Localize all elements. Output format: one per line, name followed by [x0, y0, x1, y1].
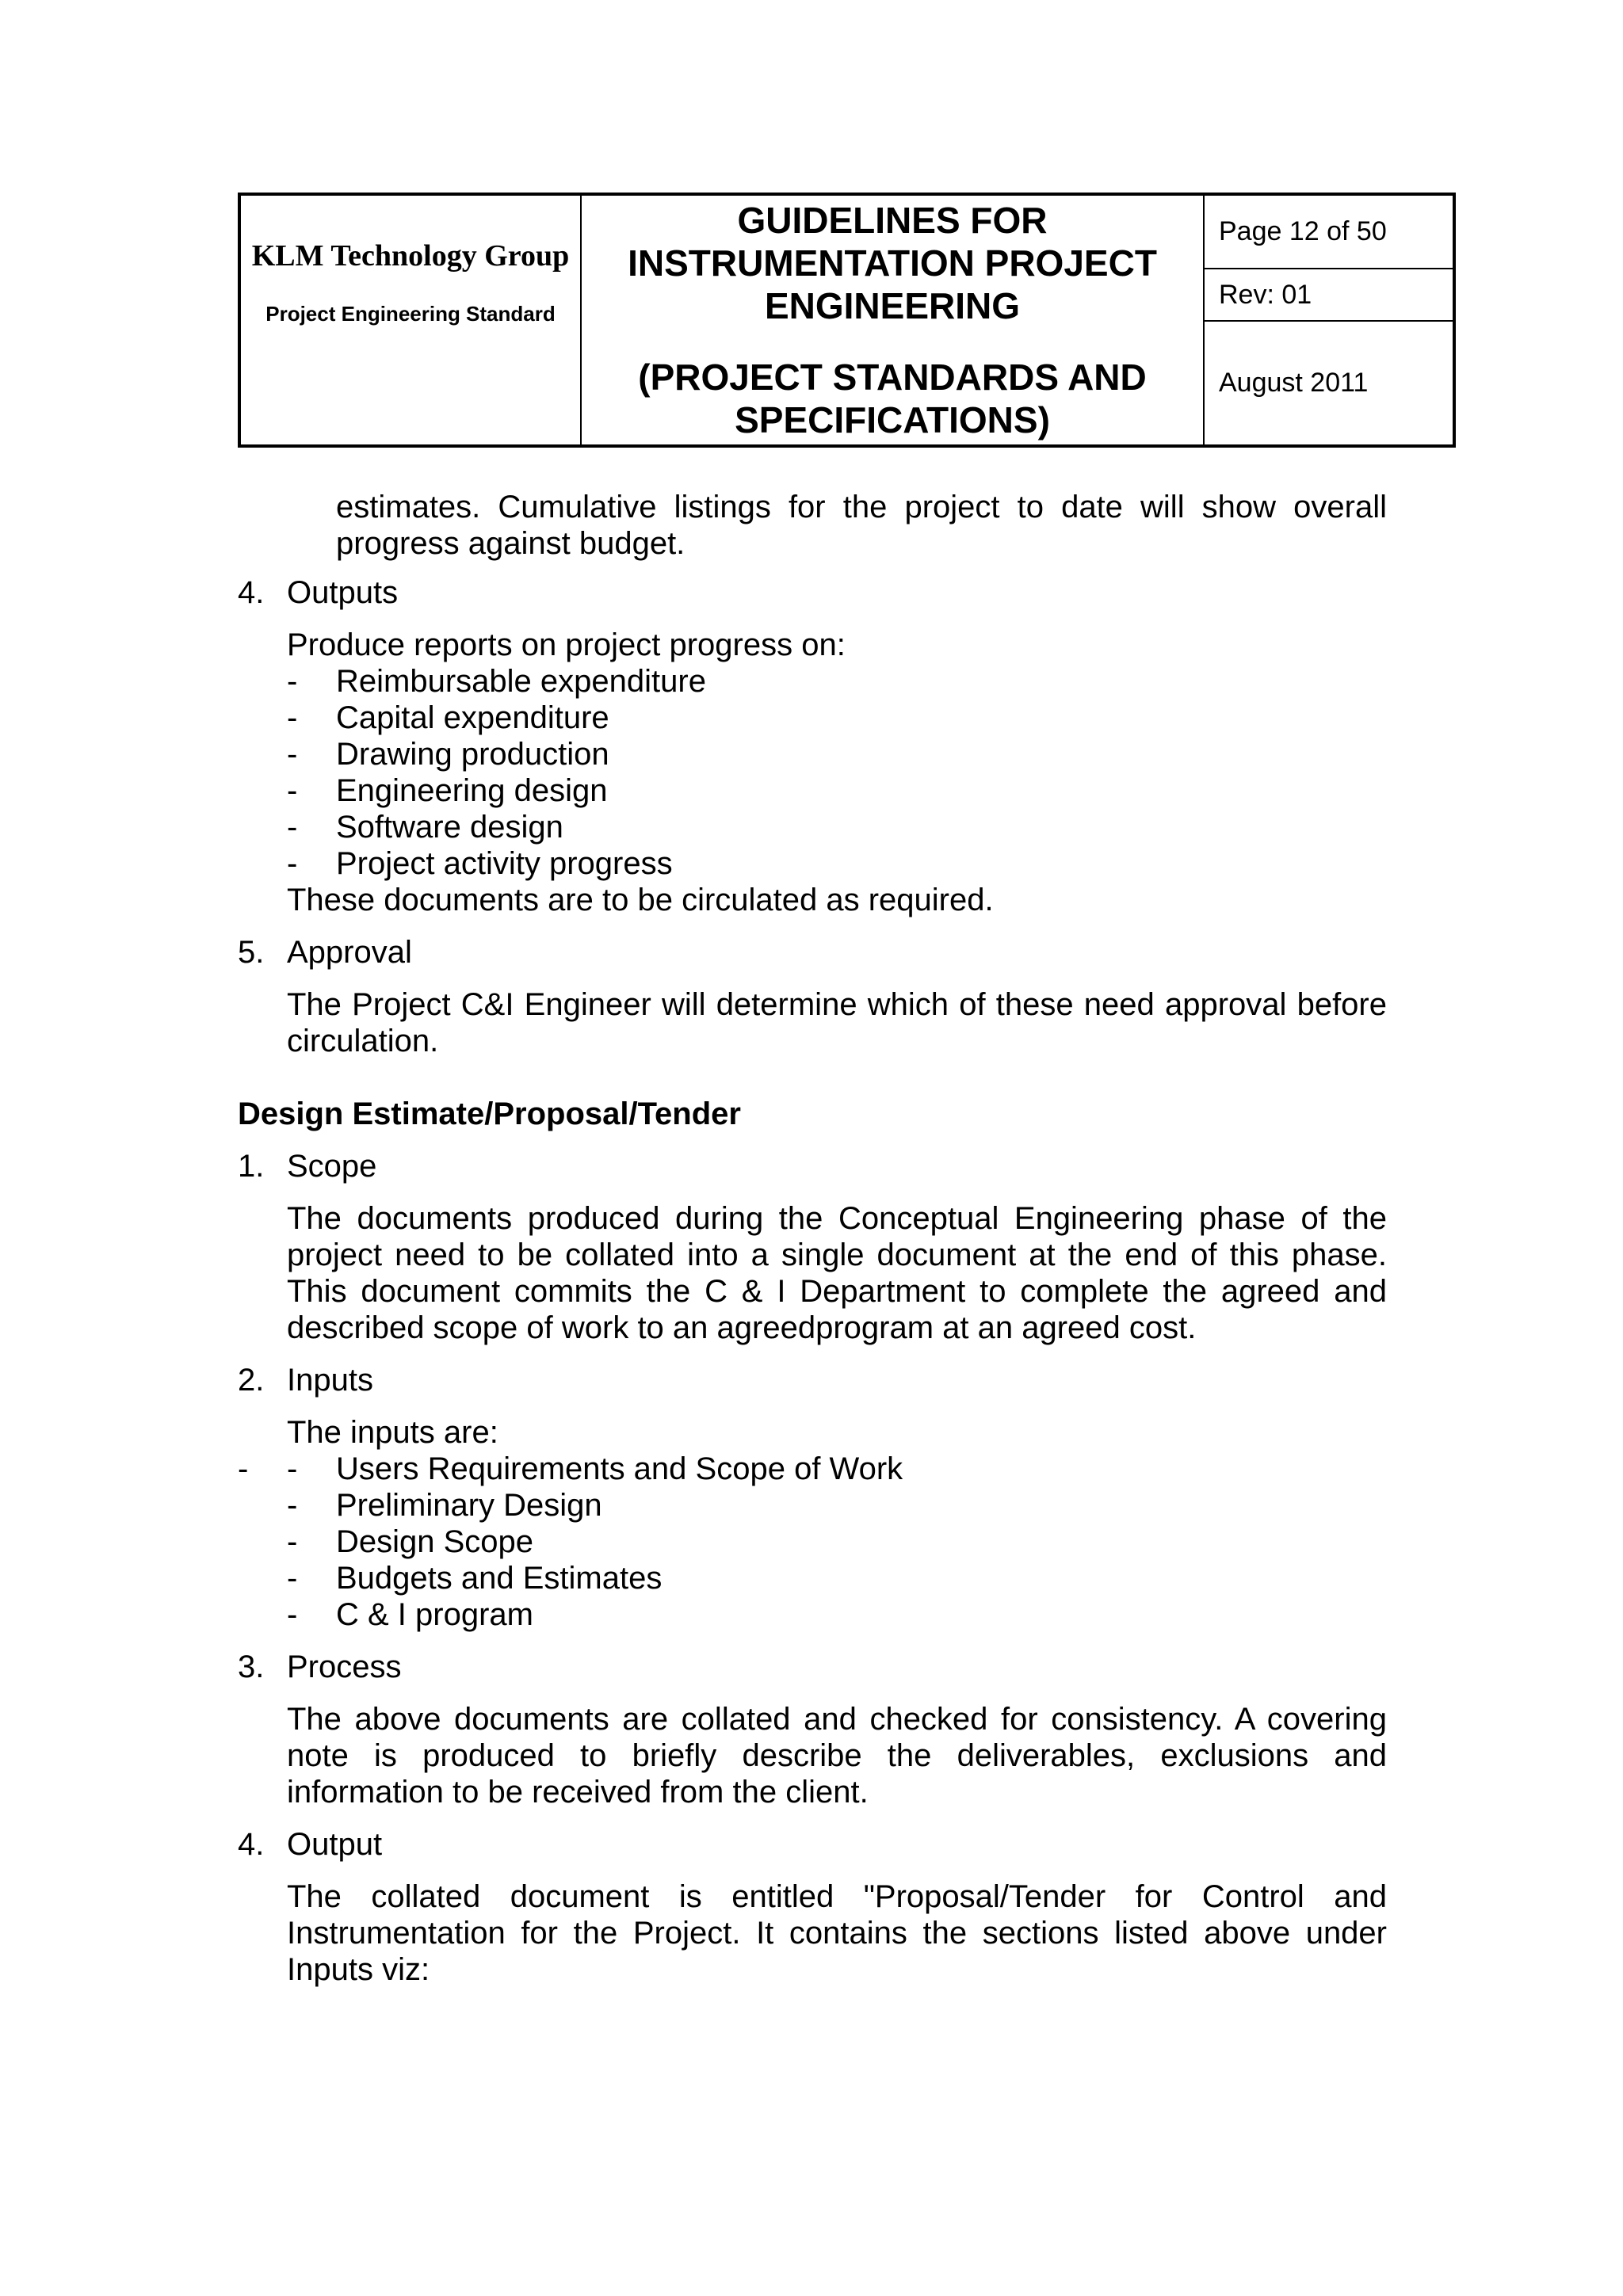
list-dash: -: [287, 846, 298, 881]
list-item: Design Scope: [336, 1524, 534, 1559]
list-dash: -: [287, 1488, 298, 1523]
list-dash: -: [287, 1597, 298, 1632]
list-item: Drawing production: [336, 737, 609, 772]
list-dash: -: [287, 700, 298, 735]
item-number: 2.: [238, 1363, 265, 1398]
list-item: Reimbursable expenditure: [336, 664, 706, 699]
list-item: Capital expenditure: [336, 700, 609, 735]
item-outro: These documents are to be circulated as required.: [287, 883, 994, 917]
list-item: Users Requirements and Scope of Work: [336, 1451, 903, 1486]
section-heading: Design Estimate/Proposal/Tender: [238, 1097, 741, 1131]
item-number: 3.: [238, 1650, 265, 1684]
title-cell: [581, 194, 1204, 446]
list-item: Preliminary Design: [336, 1488, 602, 1523]
page-number: Page 12 of 50: [1204, 194, 1454, 269]
item-title: Approval: [287, 935, 412, 970]
list-item: Engineering design: [336, 773, 608, 808]
company-name: KLM Technology Group: [251, 239, 570, 273]
list-item: C & I program: [336, 1597, 533, 1632]
issue-date: August 2011: [1204, 321, 1454, 446]
list-dash: -: [287, 1524, 298, 1559]
list-item: Project activity progress: [336, 846, 673, 881]
standard-label: Project Engineering Standard: [265, 302, 556, 326]
item-number: 4.: [238, 1827, 265, 1862]
document-title: GUIDELINES FOR INSTRUMENTATION PROJECT ENGINEERING: [628, 200, 1157, 326]
item-title: Outputs: [287, 575, 399, 610]
item-number: 1.: [238, 1149, 265, 1184]
list-dash: -: [287, 1451, 298, 1486]
item-paragraph: The Project C&I Engineer will determine which of these need approval before circulation.: [287, 987, 1387, 1058]
list-dash: -: [287, 810, 298, 845]
document-header: [238, 193, 1456, 448]
item-title: Process: [287, 1650, 402, 1684]
item-intro: The inputs are:: [287, 1415, 498, 1450]
continuation-paragraph: estimates. Cumulative listings for the project to date will show overall progress against budget.: [336, 490, 1387, 561]
company-cell: [239, 194, 581, 446]
revision: Rev: 01: [1204, 269, 1454, 321]
list-item: Software design: [336, 810, 563, 845]
item-title: Scope: [287, 1149, 377, 1184]
list-dash: -: [238, 1451, 249, 1486]
item-number: 5.: [238, 935, 265, 970]
list-item: Budgets and Estimates: [336, 1561, 663, 1596]
list-dash: -: [287, 664, 298, 699]
document-subtitle: (PROJECT STANDARDS AND SPECIFICATIONS): [638, 357, 1147, 441]
item-intro: Produce reports on project progress on:: [287, 627, 846, 662]
item-paragraph: The documents produced during the Conceptual Engineering phase of the project need to be collated into a single document at the end of this phase. This document commits the C & I Department to complete the agreed and described scope of work to an agreedprogram at an agreed cost.: [287, 1201, 1387, 1345]
item-title: Output: [287, 1827, 383, 1862]
list-dash: -: [287, 737, 298, 772]
list-dash: -: [287, 773, 298, 808]
item-number: 4.: [238, 575, 265, 610]
item-title: Inputs: [287, 1363, 373, 1398]
item-paragraph: The above documents are collated and checked for consistency. A covering note is produced to briefly describe the deliverables, exclusions and information to be received from the client.: [287, 1702, 1387, 1810]
list-dash: -: [287, 1561, 298, 1596]
item-paragraph: The collated document is entitled "Proposal/Tender for Control and Instrumentation for the Project. It contains the sections listed above under Inputs viz:: [287, 1879, 1387, 1987]
